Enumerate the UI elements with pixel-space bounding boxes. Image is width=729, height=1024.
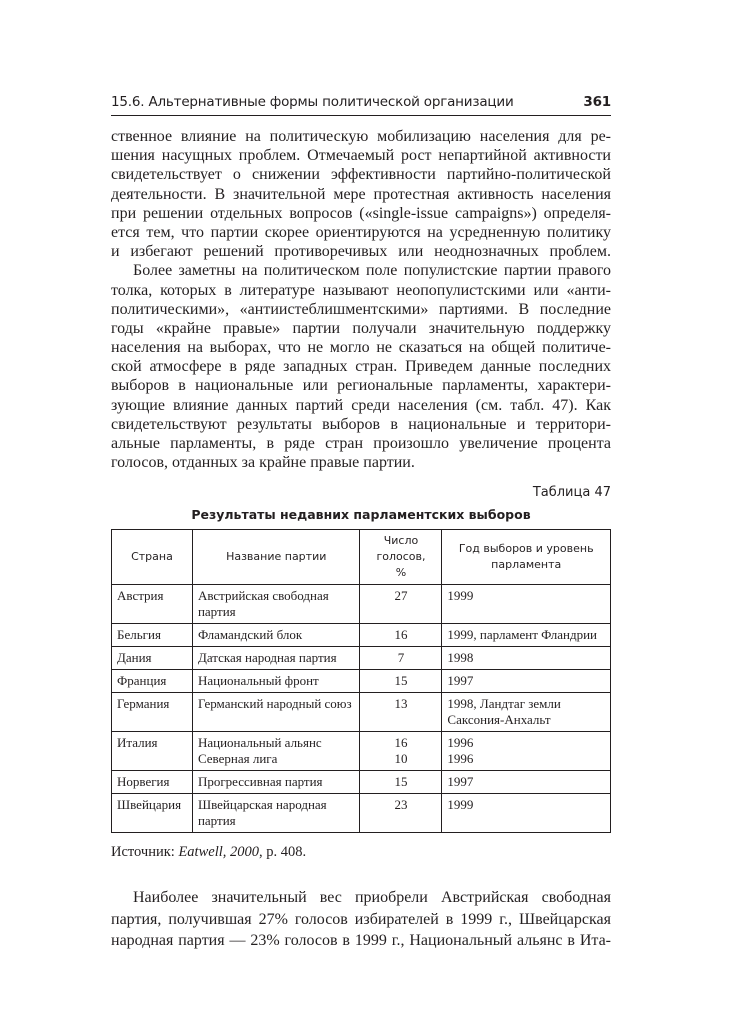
- text-line: свидетельствует о снижении эффективности партийно-политической: [111, 166, 611, 184]
- votes-cell: 16: [360, 624, 442, 647]
- column-header: Число голосов, %: [360, 530, 442, 585]
- table-title: Результаты недавних парламентских выборов: [191, 507, 531, 523]
- text-line: политическими», «антиистеблишментскими» партиями. В последние: [111, 300, 611, 318]
- table-row: [112, 624, 611, 647]
- country-cell: Бельгия: [112, 624, 193, 647]
- text-line: ется тем, что партии скорее ориентируются на усредненную политику: [111, 223, 611, 241]
- party-cell: Австрийская свободная партия: [192, 585, 360, 624]
- paragraph-2: [111, 261, 611, 472]
- year-cell: 1999, парламент Фландрии: [442, 624, 611, 647]
- party-cell: Национальный фронт: [192, 670, 360, 693]
- paragraph-3: [111, 887, 611, 952]
- column-header: Год выборов и уровень парламента: [442, 530, 611, 585]
- text-line: зующие влияние данных партий среди населения (см. табл. 47). Как: [111, 396, 611, 414]
- table-row: [112, 794, 611, 833]
- text-line: шения насущных проблем. Отмечаемый рост непартийной активности: [111, 147, 611, 165]
- page-number: 361: [583, 94, 611, 110]
- source-note: Источник: Eatwell, 2000, p. 408.: [111, 844, 307, 861]
- country-cell: Австрия: [112, 585, 193, 624]
- text-line: ской атмосфере в ряде западных стран. Приведем данные последних: [111, 358, 611, 376]
- text-line: и избегают решений противоречивых или неоднозначных проблем.: [111, 243, 611, 261]
- text-line: народная партия — 23% голосов в 1999 г., Национальный альянс в Ита-: [111, 932, 611, 950]
- table-label: Таблица 47: [532, 485, 611, 501]
- table-row: [112, 670, 611, 693]
- year-cell: 1998: [442, 647, 611, 670]
- party-cell: Германский народный союз: [192, 693, 360, 732]
- source-reference: Eatwell, 2000: [178, 844, 260, 861]
- election-results-table: [111, 529, 611, 833]
- table-row: [112, 693, 611, 732]
- country-cell: Норвегия: [112, 771, 193, 794]
- party-cell: Национальный альянс Северная лига: [192, 732, 360, 771]
- party-cell: Датская народная партия: [192, 647, 360, 670]
- votes-cell: 13: [360, 693, 442, 732]
- table-row: [112, 771, 611, 794]
- country-cell: Германия: [112, 693, 193, 732]
- text-line: Более заметны на политическом поле популистские партии правого: [133, 262, 611, 280]
- year-cell: 1999: [442, 585, 611, 624]
- text-line: при решении отдельных вопросов («single-issue campaigns») определя-: [111, 204, 611, 222]
- text-line: толка, которых в литературе называют неопопулистскими или «анти-: [111, 281, 611, 299]
- country-cell: Дания: [112, 647, 193, 670]
- country-cell: Швейцария: [112, 794, 193, 833]
- votes-cell: 23: [360, 794, 442, 833]
- votes-cell: 7: [360, 647, 442, 670]
- party-cell: Прогрессивная партия: [192, 771, 360, 794]
- chapter-title: 15.6. Альтернативные формы политической организации: [111, 94, 514, 110]
- table-row: [112, 732, 611, 771]
- year-cell: 1996 1996: [442, 732, 611, 771]
- running-header: [111, 94, 611, 114]
- party-cell: Швейцарская народная партия: [192, 794, 360, 833]
- country-cell: Франция: [112, 670, 193, 693]
- votes-cell: 15: [360, 670, 442, 693]
- text-line: годы «крайне правые» партии получали значительную поддержку: [111, 319, 611, 337]
- table-row: [112, 647, 611, 670]
- year-cell: 1999: [442, 794, 611, 833]
- text-line: свидетельствуют результаты выборов в национальные и территори-: [111, 415, 611, 433]
- votes-cell: 27: [360, 585, 442, 624]
- text-line: альные парламенты, в ряде стран произошло увеличение процента: [111, 435, 611, 452]
- paragraph-1: [111, 127, 611, 261]
- text-line: деятельности. В значительной мере протестная активность населения: [111, 185, 611, 203]
- text-line: выборов в национальные или региональные парламенты, характери-: [111, 377, 611, 395]
- year-cell: 1998, Ландтаг земли Саксония-Анхальт: [442, 693, 611, 732]
- party-cell: Фламандский блок: [192, 624, 360, 647]
- column-header: Название партии: [192, 530, 360, 585]
- votes-cell: 15: [360, 771, 442, 794]
- text-line: голосов, отданных за крайне правые партии.: [111, 454, 415, 472]
- year-cell: 1997: [442, 670, 611, 693]
- table-row: [112, 585, 611, 624]
- year-cell: 1997: [442, 771, 611, 794]
- page-body: [111, 127, 611, 952]
- header-rule: [111, 115, 611, 116]
- votes-cell: 16 10: [360, 732, 442, 771]
- text-line: ственное влияние на политическую мобилизацию населения для ре-: [111, 128, 611, 145]
- text-line: населения на выборах, что не могло не сказаться на общей политиче-: [111, 339, 611, 357]
- text-line: Наиболее значительный вес приобрели Австрийская свободная: [133, 889, 611, 907]
- text-line: партия, получившая 27% голосов избирателей в 1999 г., Швейцарская: [111, 910, 611, 928]
- column-header: Страна: [112, 530, 193, 585]
- country-cell: Италия: [112, 732, 193, 771]
